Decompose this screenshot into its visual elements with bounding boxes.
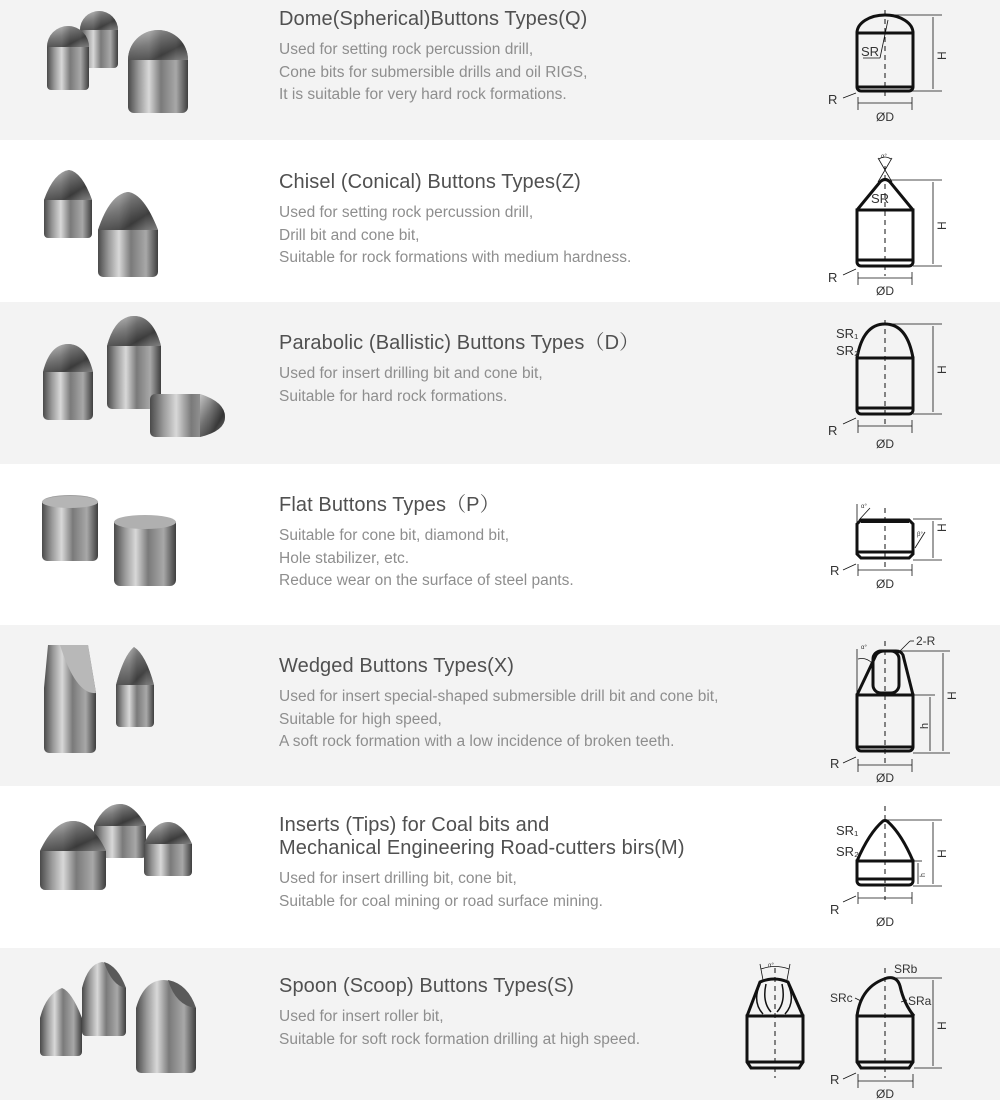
svg-text:H: H (935, 365, 949, 374)
svg-text:H: H (935, 849, 949, 858)
product-title: Spoon (Scoop) Buttons Types(S) (279, 975, 575, 997)
product-description: Used for insert special-shaped submersible drill bit and cone bit, Suitable for high speed, A soft rock formation with a low incidence of broken teeth. (279, 688, 719, 750)
svg-text:R: R (828, 92, 838, 107)
product-row-spoon (0, 948, 1000, 1100)
chisel-buttons-photo (0, 140, 270, 302)
svg-text:R: R (830, 563, 840, 578)
svg-text:R: R (828, 270, 838, 285)
svg-text:ØD: ØD (876, 771, 894, 785)
svg-text:H: H (935, 51, 949, 60)
product-title: Inserts (Tips) for Coal bits and Mechanical Engineering Road-cutters birs(M) (279, 814, 685, 859)
svg-text:SR₂: SR₂ (836, 844, 860, 859)
svg-text:h: h (919, 722, 931, 729)
svg-text:R: R (830, 756, 840, 771)
product-title: Flat Buttons Types（P） (279, 494, 500, 516)
svg-text:h: h (920, 873, 927, 877)
wedged-buttons-photo (0, 625, 270, 786)
product-description: Suitable for cone bit, diamond bit, Hole stabilizer, etc. Reduce wear on the surface of steel pants. (279, 527, 574, 589)
svg-text:α°: α° (768, 963, 774, 969)
svg-text:R: R (828, 423, 838, 438)
product-row-dome (0, 0, 1000, 140)
svg-text:SRa: SRa (908, 994, 932, 1008)
svg-text:ØD: ØD (876, 110, 894, 124)
product-title: Parabolic (Ballistic) Buttons Types（D） (279, 332, 640, 354)
svg-text:H: H (935, 221, 949, 230)
svg-text:ØD: ØD (876, 577, 894, 591)
product-description: Used for insert drilling bit, cone bit, Suitable for coal mining or road surface mining. (279, 870, 603, 910)
product-row-coal-inserts (0, 786, 1000, 948)
svg-text:R: R (830, 902, 840, 917)
coal-insert-technical-drawing (800, 786, 1000, 948)
flat-buttons-photo (0, 464, 270, 625)
svg-text:SR: SR (871, 191, 890, 206)
svg-text:α°: α° (881, 154, 887, 160)
svg-text:R: R (830, 1072, 840, 1087)
svg-text:SR₁: SR₁ (836, 326, 859, 341)
product-row-flat (0, 464, 1000, 625)
svg-text:SR₂: SR₂ (836, 343, 860, 358)
product-description: Used for insert roller bit, Suitable for soft rock formation drilling at high speed. (279, 1008, 640, 1048)
svg-text:H: H (945, 691, 959, 700)
svg-text:ØD: ØD (876, 1087, 894, 1100)
product-row-chisel (0, 140, 1000, 302)
svg-text:SR₁: SR₁ (836, 823, 859, 838)
svg-text:ØD: ØD (876, 284, 894, 298)
product-description: Used for insert drilling bit and cone bit, Suitable for hard rock formations. (279, 365, 543, 405)
dome-technical-drawing (800, 0, 1000, 140)
svg-text:β°: β° (917, 532, 923, 538)
svg-text:H: H (935, 1021, 949, 1030)
svg-text:SRc: SRc (830, 991, 853, 1005)
spoon-technical-drawing (730, 948, 1000, 1100)
coal-inserts-photo (0, 786, 270, 948)
wedged-technical-drawing (800, 625, 1000, 786)
svg-text:SR: SR (861, 44, 880, 59)
svg-text:α°: α° (861, 504, 867, 510)
svg-text:ØD: ØD (876, 437, 894, 451)
spoon-buttons-photo (0, 948, 270, 1100)
product-row-parabolic (0, 302, 1000, 464)
flat-technical-drawing (800, 464, 1000, 625)
svg-text:2-R: 2-R (916, 634, 936, 648)
parabolic-buttons-photo (0, 302, 270, 464)
svg-text:SRb: SRb (894, 962, 918, 976)
dome-buttons-photo (0, 0, 270, 140)
svg-text:α°: α° (861, 645, 867, 651)
chisel-technical-drawing (800, 140, 1000, 302)
product-title: Dome(Spherical)Buttons Types(Q) (279, 8, 588, 30)
product-description: Used for setting rock percussion drill, Drill bit and cone bit, Suitable for rock formations with medium hardness. (279, 204, 632, 266)
svg-text:ØD: ØD (876, 915, 894, 929)
product-title: Chisel (Conical) Buttons Types(Z) (279, 171, 581, 193)
svg-text:H: H (935, 523, 949, 532)
product-description: Used for setting rock percussion drill, Cone bits for submersible drills and oil RIGS, It is suitable for very hard rock formations. (279, 41, 588, 103)
parabolic-technical-drawing (800, 302, 1000, 464)
product-title: Wedged Buttons Types(X) (279, 655, 515, 677)
product-row-wedged (0, 625, 1000, 786)
